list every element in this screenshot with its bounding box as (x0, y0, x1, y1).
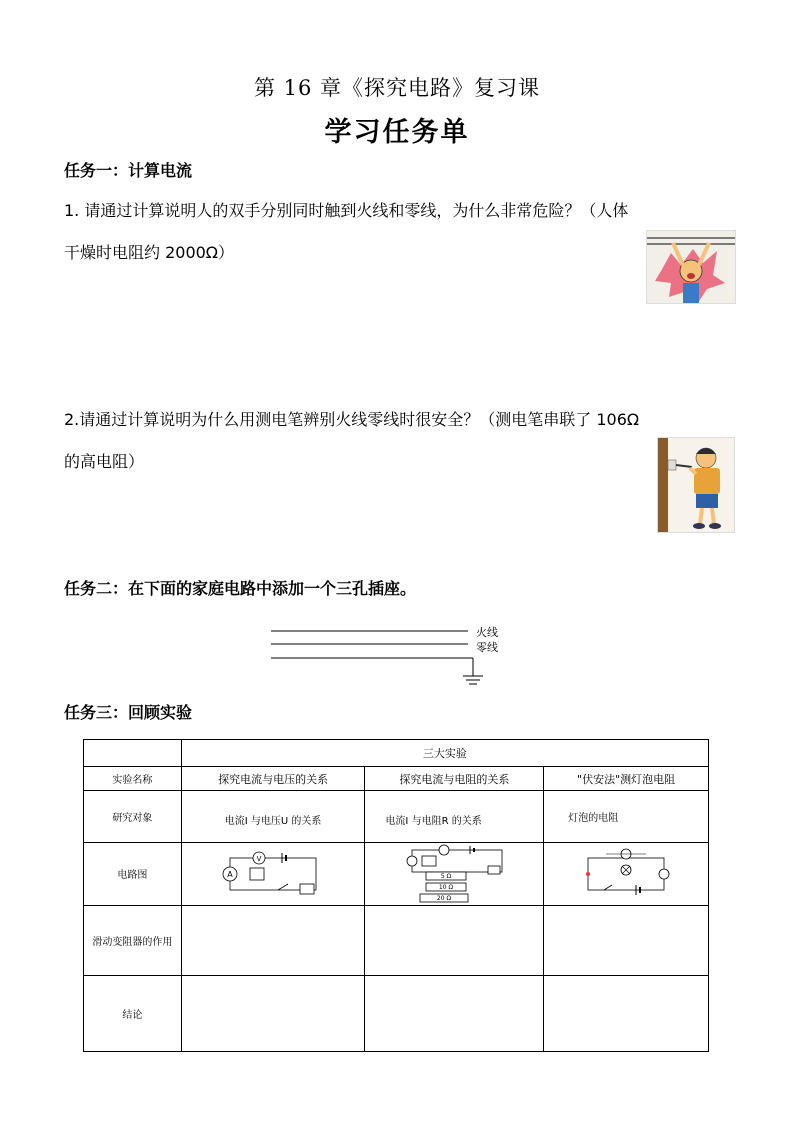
table-corner-cell (84, 740, 182, 767)
task1-heading: 任务一：计算电流 (64, 161, 193, 180)
task2-heading: 任务二：在下面的家庭电路中添加一个三孔插座。 (64, 579, 417, 598)
conclusion-cell-1[interactable] (181, 975, 365, 1051)
resistor-20-label: 20 Ω (437, 894, 452, 902)
experiments-table (83, 739, 709, 1052)
rheostat-cell-3[interactable] (544, 905, 709, 975)
neutral-wire-label: 零线 (476, 641, 498, 654)
circuit-diagram-3 (544, 842, 709, 905)
group-header: 三大实验 (181, 740, 708, 767)
row-header-circuit: 电路图 (84, 842, 182, 905)
task1-question2-line2: 的高电阻） (64, 452, 145, 471)
conclusion-cell-3[interactable] (544, 975, 709, 1051)
circuit-diagram-1 (181, 842, 365, 905)
row-header-name: 实验名称 (84, 766, 182, 791)
circuit-resistance-svg (394, 844, 514, 904)
task1-question2-line1: 2.请通过计算说明为什么用测电笔辨别火线零线时很安全？（测电笔串联了 106Ω (64, 410, 640, 429)
experiment-object-2: 电流I 与电阻R 的关系 (365, 791, 544, 842)
experiment-name-1: 探究电流与电压的关系 (181, 766, 365, 791)
electric-shock-illustration (646, 230, 736, 304)
resistor-5-label: 5 Ω (441, 872, 452, 880)
task1-question1-line1: 1. 请通过计算说明人的双手分别同时触到火线和零线，为什么非常危险？（人体 (64, 201, 629, 220)
page-subtitle: 学习任务单 (324, 117, 470, 148)
ammeter-label: A (227, 869, 233, 879)
experiment-object-3: 灯泡的电阻 (544, 791, 709, 842)
circuit-voltage-svg (218, 850, 328, 898)
resistor-10-label: 10 Ω (439, 883, 454, 891)
experiment-object-1: 电流I 与电压U 的关系 (181, 791, 365, 842)
page-title: 第 16 章《探究电路》复习课 (253, 76, 541, 100)
household-circuit-diagram (268, 624, 508, 690)
rheostat-cell-1[interactable] (181, 905, 365, 975)
live-wire-label: 火线 (476, 626, 498, 639)
row-header-object: 研究对象 (84, 791, 182, 842)
row-header-rheostat: 滑动变阻器的作用 (84, 905, 182, 975)
test-pen-illustration (657, 437, 735, 533)
circuit-diagram-2 (365, 842, 544, 905)
experiment-name-3: "伏安法"测灯泡电阻 (544, 766, 709, 791)
rheostat-cell-2[interactable] (365, 905, 544, 975)
experiment-name-2: 探究电流与电阻的关系 (365, 766, 544, 791)
task1-question1-line2: 干燥时电阻约 2000Ω） (64, 243, 235, 262)
circuit-voltammetry-svg (576, 848, 676, 900)
conclusion-cell-2[interactable] (365, 975, 544, 1051)
row-header-conclusion: 结论 (84, 975, 182, 1051)
task3-heading: 任务三：回顾实验 (64, 703, 193, 722)
voltmeter-label: V (256, 854, 262, 863)
